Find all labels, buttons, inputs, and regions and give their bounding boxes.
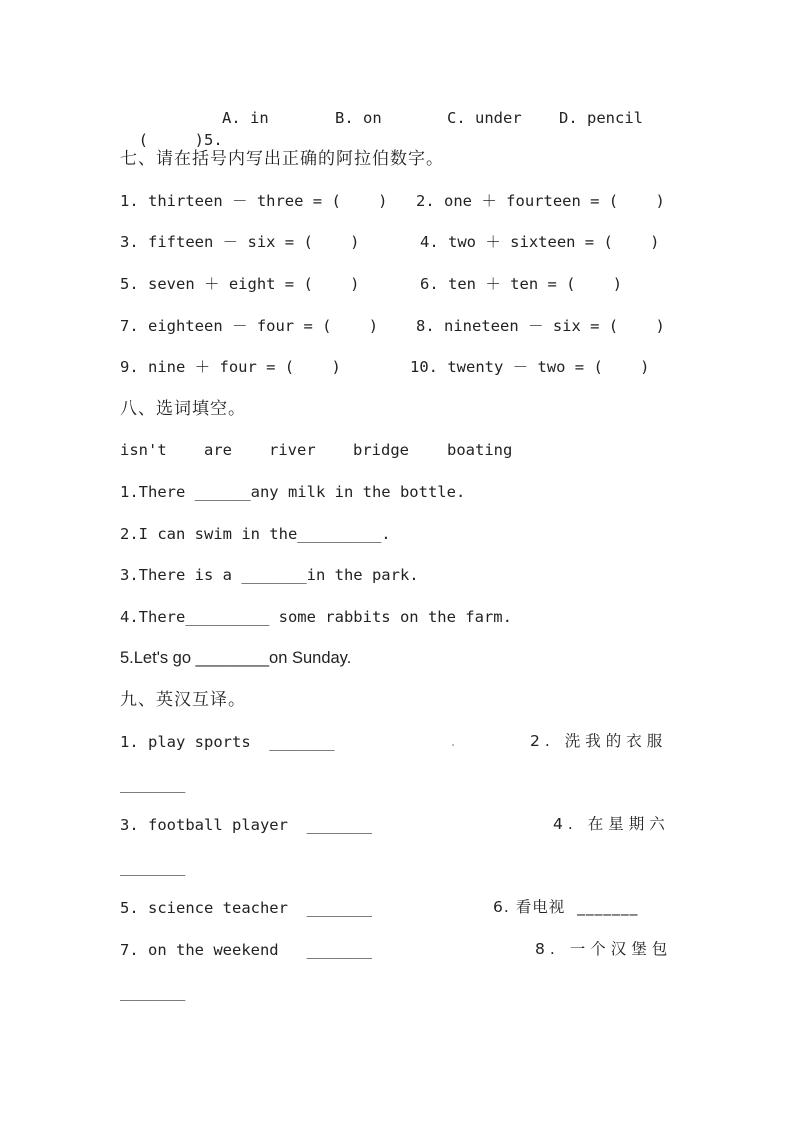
sec9-item-right: 8. 一个汉堡包 [535,940,673,958]
sec8-item: 4.There_________ some rabbits on the farm. [120,608,512,626]
q5-option-d: D. pencil [559,109,643,127]
stray-dot [452,744,454,746]
sec8-item: 2.I can swim in the_________. [120,525,391,543]
word-bank-item: are [204,441,232,459]
word-bank-item: isn't [120,441,167,459]
sec9-item-cont: _______ [120,983,186,1001]
sec8-item: 3.There is a _______in the park. [120,566,419,584]
q5-num: 5. [204,131,223,149]
sec7-item: 2. one ＋ fourteen = ( ) [416,192,665,210]
sec9-item-left: 7. on the weekend _______ [120,941,372,959]
sec9-item-left: 5. science teacher _______ [120,899,372,917]
sec9-item-cont: _______ [120,858,186,876]
section9-title: 九、英汉互译。 [120,690,246,710]
sec9-item-right: 4. 在星期六 [553,815,670,833]
q5-paren: ( ) [138,131,204,149]
q5-option-a: A. in [222,109,269,127]
sec7-item: 8. nineteen － six = ( ) [416,317,665,335]
q5-option-b: B. on [335,109,382,127]
sec7-item: 5. seven ＋ eight = ( ) [120,275,360,293]
sec9-item-left: 3. football player _______ [120,816,372,834]
word-bank-item: bridge [353,441,409,459]
sec7-item: 6. ten ＋ ten = ( ) [420,275,623,293]
sec8-item: 5.Let's go ________on Sunday. [120,649,352,667]
sec7-item: 9. nine ＋ four = ( ) [120,358,341,376]
sec8-item: 1.There ______any milk in the bottle. [120,483,466,501]
q5-option-c: C. under [447,109,522,127]
sec7-item: 1. thirteen － three = ( ) [120,192,388,210]
word-bank-item: river [269,441,316,459]
sec9-item-cont: _______ [120,775,186,793]
word-bank-item: boating [447,441,513,459]
sec7-item: 10. twenty － two = ( ) [410,358,650,376]
section7-title: 七、请在括号内写出正确的阿拉伯数字。 [120,149,444,169]
q5-row [120,107,223,151]
sec7-item: 4. two ＋ sixteen = ( ) [420,233,660,251]
sec9-item-right: 6. 看电视 _______ [493,898,639,916]
sec9-item-left: 1. play sports _______ [120,733,335,751]
sec9-item-right: 2. 洗我的衣服 [530,732,668,750]
sec7-item: 7. eighteen － four = ( ) [120,317,379,335]
sec7-item: 3. fifteen － six = ( ) [120,233,360,251]
section8-title: 八、选词填空。 [120,399,246,419]
